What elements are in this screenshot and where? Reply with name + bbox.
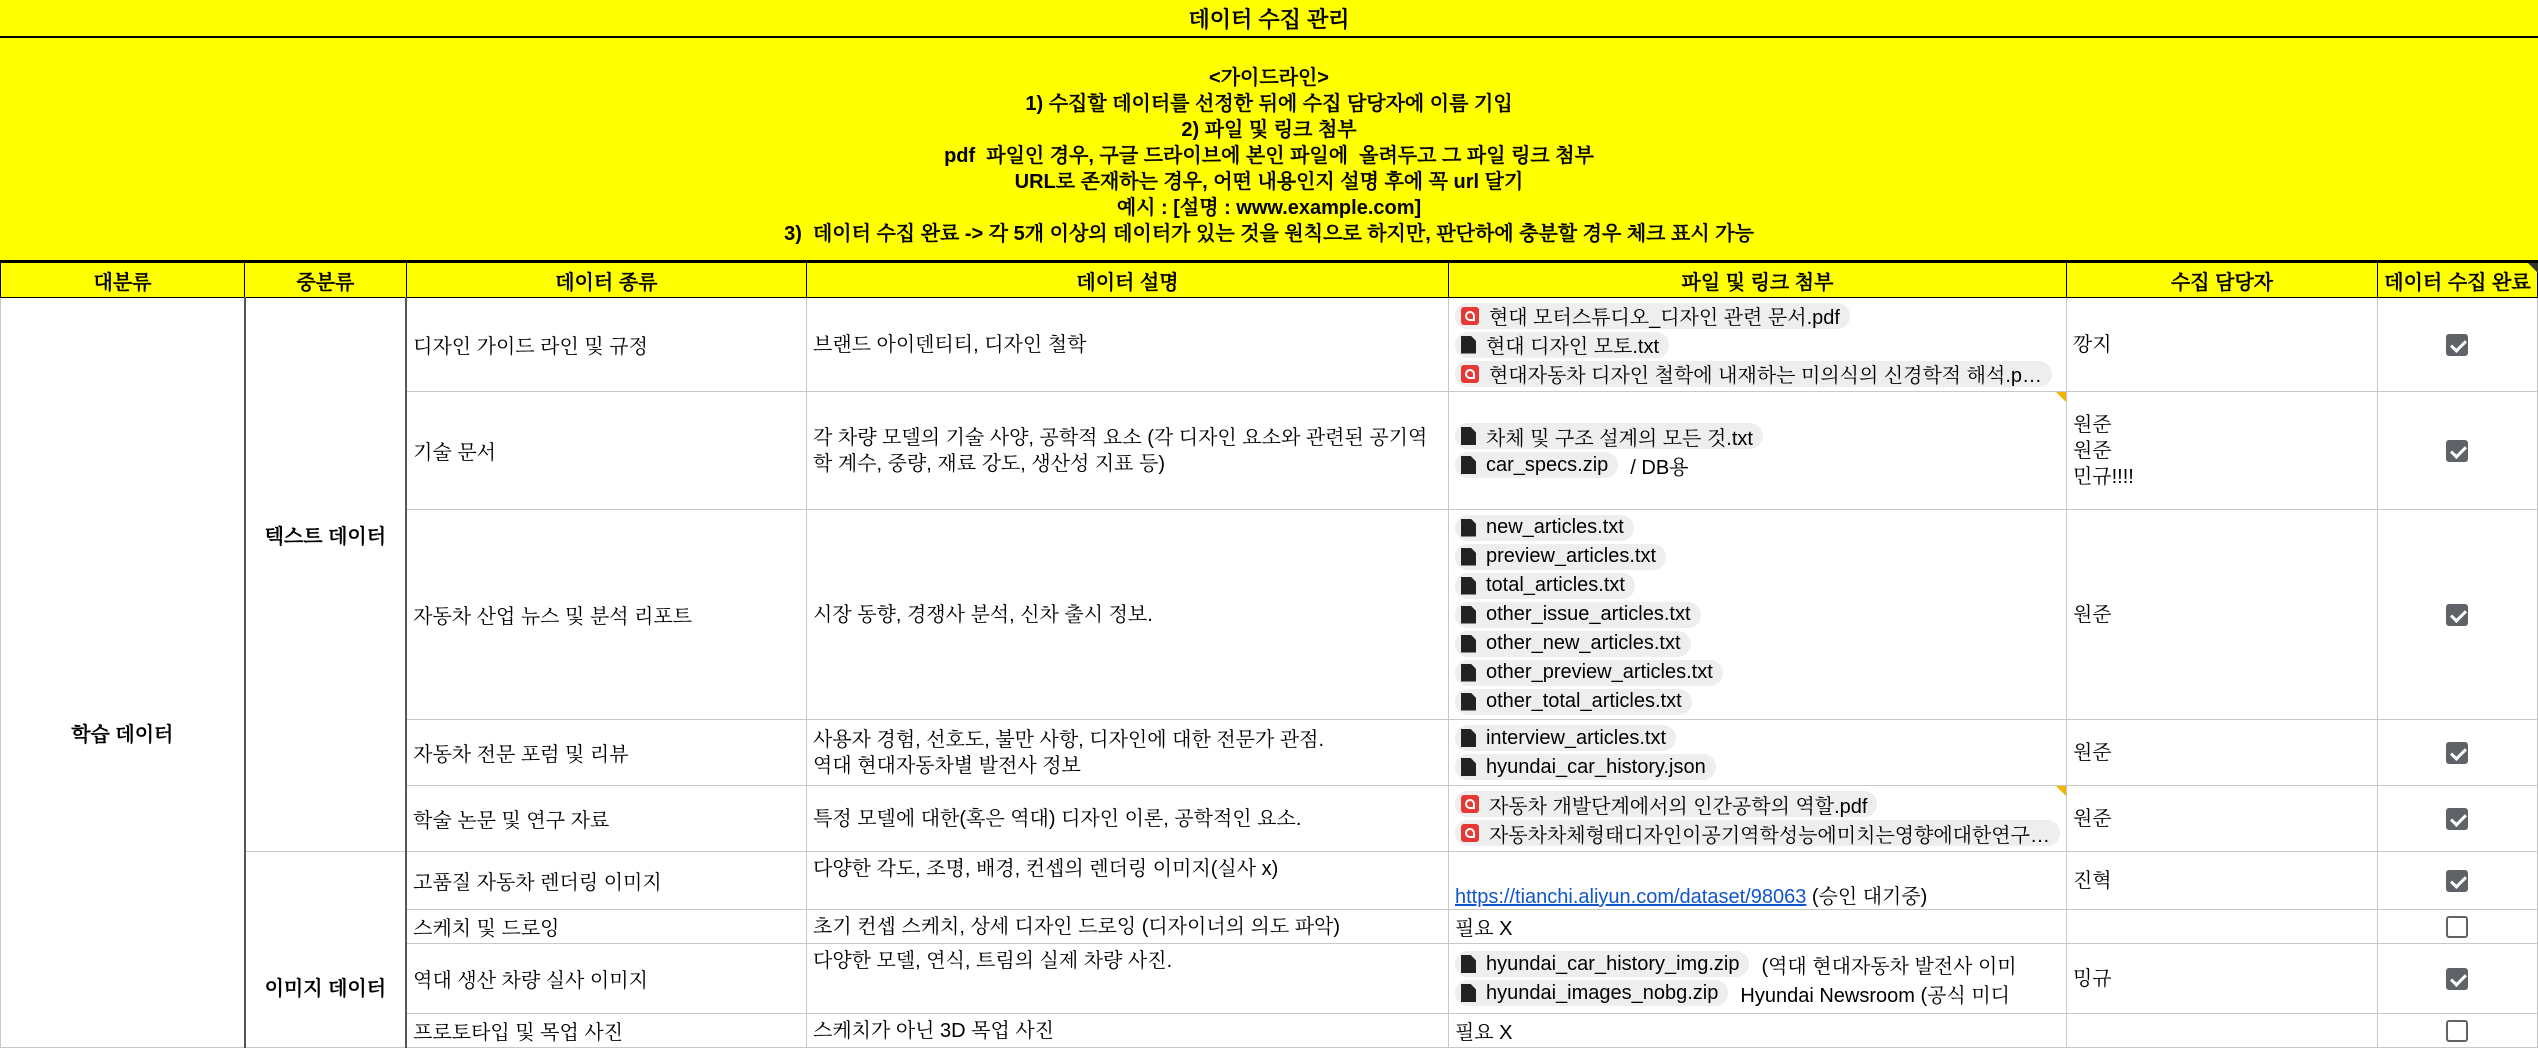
data-table (0, 262, 2538, 1048)
checkbox-unchecked[interactable] (2446, 916, 2468, 938)
document-file-icon (1461, 758, 1476, 776)
checkbox-checked[interactable] (2446, 334, 2468, 356)
checkbox-checked[interactable] (2446, 440, 2468, 462)
table-row (1, 852, 2538, 910)
subcategory-cell[interactable]: 이미지 데이터 (245, 852, 407, 1048)
attachments-cell[interactable] (1448, 298, 2066, 392)
file-chip[interactable] (1455, 452, 1618, 478)
guideline-line: <가이드라인> (1209, 67, 1329, 89)
file-line (1455, 513, 2060, 542)
pdf-file-icon (1461, 307, 1479, 325)
dataset-link[interactable]: https://tianchi.aliyun.com/dataset/98063 (1454, 886, 1807, 908)
done-cell[interactable] (2377, 852, 2537, 910)
done-cell[interactable] (2377, 298, 2537, 392)
file-chip[interactable] (1455, 303, 1850, 329)
file-chip[interactable] (1455, 361, 2052, 387)
file-chip[interactable] (1455, 631, 1691, 657)
pdf-file-icon (1461, 824, 1479, 842)
file-chip[interactable] (1455, 951, 1749, 977)
document-file-icon (1461, 984, 1476, 1002)
attachments-cell[interactable] (1448, 852, 2066, 910)
checkbox-unchecked[interactable] (2446, 1020, 2468, 1042)
done-cell[interactable] (2377, 786, 2537, 852)
file-line (1455, 819, 2060, 848)
attachments-cell[interactable] (1448, 786, 2066, 852)
file-name: other_preview_articles.txt (1485, 661, 1713, 683)
file-name: 현대 모터스튜디오_디자인 관련 문서.pdf (1488, 307, 1840, 329)
header-owner[interactable]: 수집 담당자 (2066, 263, 2377, 298)
document-file-icon (1461, 955, 1476, 973)
file-line (1455, 542, 2060, 571)
file-name: 자동차차체형태디자인이공기역학성능에미치는영향에대한연구… (1488, 824, 2050, 847)
description-cell[interactable]: 각 차량 모델의 기술 사양, 공학적 요소 (각 디자인 요소와 관련된 공기역학 계수, 중량, 재료 강도, 생산성 지표 등) (807, 392, 1449, 510)
description-cell[interactable]: 다양한 각도, 조명, 배경, 컨셉의 렌더링 이미지(실사 x) (807, 852, 1449, 910)
owner-cell[interactable] (2066, 1014, 2377, 1048)
pdf-file-icon (1461, 365, 1479, 383)
comment-marker[interactable] (2056, 786, 2066, 796)
checkbox-checked[interactable] (2446, 968, 2468, 990)
owner-cell[interactable]: 밍규 (2066, 944, 2377, 1014)
file-chip[interactable] (1455, 791, 1877, 817)
guideline-line: 1) 수집할 데이터를 선정한 뒤에 수집 담당자에 이름 기입 (1025, 93, 1513, 115)
description-cell[interactable]: 초기 컨셉 스케치, 상세 디자인 드로잉 (디자이너의 의도 파악) (807, 910, 1449, 944)
description-cell[interactable]: 다양한 모델, 연식, 트림의 실제 차량 사진. (807, 944, 1449, 1014)
document-file-icon (1461, 456, 1476, 474)
guideline-line: 예시 : [설명 : www.example.com] (1116, 197, 1422, 219)
data-kind-cell[interactable]: 기술 문서 (406, 392, 806, 510)
file-line (1455, 600, 2060, 629)
file-line (1455, 301, 2060, 330)
file-chip[interactable] (1455, 660, 1723, 686)
comment-marker[interactable] (2056, 392, 2066, 402)
attachments-cell[interactable] (1448, 944, 2066, 1014)
category-main-cell[interactable]: 학습 데이터 (1, 298, 245, 1048)
guideline-line: pdf 파일인 경우, 구글 드라이브에 본인 파일에 올려두고 그 파일 링크 첨부 (944, 145, 1594, 167)
description-cell[interactable]: 사용자 경험, 선호도, 불만 사항, 디자인에 대한 전문가 관점. 역대 현대자동차별 발전사 정보 (807, 720, 1449, 786)
file-chip[interactable] (1455, 602, 1701, 628)
description-cell[interactable]: 특정 모델에 대한(혹은 역대) 디자인 이론, 공학적인 요소. (807, 786, 1449, 852)
pdf-file-icon (1461, 795, 1479, 813)
file-name: hyundai_car_history_img.zip (1485, 952, 1740, 975)
subcategory-cell[interactable]: 텍스트 데이터 (245, 298, 407, 852)
data-kind-cell[interactable]: 자동차 전문 포럼 및 리뷰 (406, 720, 806, 786)
owner-cell[interactable]: 깡지 (2066, 298, 2377, 392)
document-file-icon (1461, 548, 1476, 566)
data-kind-cell[interactable]: 학술 논문 및 연구 자료 (406, 786, 806, 852)
owner-cell[interactable]: 원준 (2066, 720, 2377, 786)
owner-cell[interactable]: 진혁 (2066, 852, 2377, 910)
file-chip[interactable] (1455, 544, 1666, 570)
file-name: 자동차 개발단계에서의 인간공학의 역할.pdf (1488, 795, 1868, 818)
link-note: (승인 대기중) (1806, 886, 1928, 908)
file-line (1455, 451, 2060, 480)
document-file-icon (1461, 519, 1476, 537)
document-file-icon (1461, 664, 1476, 682)
file-name: car_specs.zip (1485, 453, 1609, 476)
attachments-cell[interactable] (1448, 720, 2066, 786)
header-row (1, 263, 2538, 298)
checkbox-checked[interactable] (2446, 808, 2468, 830)
file-line (1455, 790, 2060, 819)
checkbox-checked[interactable] (2446, 742, 2468, 764)
guideline-line: 2) 파일 및 링크 첨부 (1181, 119, 1357, 141)
data-kind-cell[interactable]: 역대 생산 차량 실사 이미지 (406, 944, 806, 1014)
file-line (1455, 753, 2060, 782)
header-done[interactable]: 데이터 수집 완료 (2377, 263, 2537, 298)
file-name: 현대자동차 디자인 철학에 내재하는 미의식의 신경학적 해석.p… (1488, 365, 2043, 387)
guideline-line: URL로 존재하는 경우, 어떤 내용인지 설명 후에 꼭 url 달기 (1014, 171, 1524, 193)
file-chip[interactable] (1455, 754, 1716, 780)
file-line (1455, 330, 2060, 359)
document-file-icon (1461, 635, 1476, 653)
done-cell[interactable] (2377, 720, 2537, 786)
document-file-icon (1461, 606, 1476, 624)
file-name: hyundai_car_history.json (1485, 755, 1706, 778)
file-name: other_total_articles.txt (1485, 690, 1682, 712)
file-line (1455, 979, 2060, 1008)
file-name: hyundai_images_nobg.zip (1485, 981, 1719, 1004)
file-note: / DB용 (1630, 456, 1689, 479)
attachments-cell[interactable] (1448, 392, 2066, 510)
header-data-kind[interactable]: 데이터 종류 (406, 263, 806, 298)
header-description[interactable]: 데이터 설명 (807, 263, 1449, 298)
file-chip[interactable] (1455, 515, 1634, 541)
attachments-cell[interactable] (1448, 510, 2066, 720)
file-chip[interactable] (1455, 332, 1669, 358)
file-name: 차체 및 구조 설계의 모든 것.txt (1485, 427, 1753, 450)
header-attachments-label: 파일 및 링크 첨부 (1681, 271, 1834, 294)
file-name: other_new_articles.txt (1485, 632, 1681, 654)
description-cell[interactable]: 시장 동향, 경쟁사 분석, 신차 출시 정보. (807, 510, 1449, 720)
document-file-icon (1461, 427, 1476, 445)
document-file-icon (1461, 336, 1476, 354)
document-file-icon (1461, 729, 1476, 747)
file-name: other_issue_articles.txt (1485, 603, 1691, 625)
file-name: interview_articles.txt (1485, 726, 1667, 749)
attachments-cell[interactable]: 필요 X (1448, 910, 2066, 944)
owner-cell[interactable]: 원준 (2066, 786, 2377, 852)
file-chip[interactable] (1455, 980, 1728, 1006)
done-cell[interactable] (2377, 510, 2537, 720)
file-line (1455, 571, 2060, 600)
checkbox-checked[interactable] (2446, 604, 2468, 626)
file-note: (역대 현대자동차 발전사 이미 (1761, 955, 2017, 978)
file-line (1455, 687, 2060, 716)
done-cell[interactable] (2377, 1014, 2537, 1048)
data-kind-cell[interactable]: 디자인 가이드 라인 및 규정 (406, 298, 806, 392)
data-kind-cell[interactable]: 자동차 산업 뉴스 및 분석 리포트 (406, 510, 806, 720)
header-subcategory[interactable]: 중분류 (245, 263, 407, 298)
file-chip[interactable] (1455, 689, 1692, 715)
done-cell[interactable] (2377, 910, 2537, 944)
checkbox-checked[interactable] (2446, 870, 2468, 892)
data-kind-cell[interactable]: 고품질 자동차 렌더링 이미지 (406, 852, 806, 910)
file-chip[interactable] (1455, 820, 2060, 846)
done-cell[interactable] (2377, 392, 2537, 510)
description-cell[interactable]: 스케치가 아닌 3D 목업 사진 (807, 1014, 1449, 1048)
file-line (1455, 359, 2060, 388)
file-line (1455, 629, 2060, 658)
file-line (1455, 950, 2060, 979)
owner-cell[interactable]: 원준 (2066, 510, 2377, 720)
document-file-icon (1461, 577, 1476, 595)
document-file-icon (1461, 693, 1476, 711)
file-line (1455, 422, 2060, 451)
file-name: new_articles.txt (1485, 516, 1624, 538)
owner-cell[interactable] (2066, 910, 2377, 944)
file-chip[interactable] (1455, 423, 1763, 449)
file-name: preview_articles.txt (1485, 545, 1657, 567)
sheet-title: 데이터 수집 관리 (0, 0, 2538, 38)
done-cell[interactable] (2377, 944, 2537, 1014)
header-attachments[interactable] (1448, 263, 2066, 298)
description-cell[interactable]: 브랜드 아이덴티티, 디자인 철학 (807, 298, 1449, 392)
file-name: total_articles.txt (1485, 574, 1625, 596)
guideline-box (0, 38, 2538, 262)
file-name: 현대 디자인 모토.txt (1485, 336, 1660, 358)
file-line (1455, 724, 2060, 753)
owner-cell[interactable]: 원준 원준 민규!!!! (2066, 392, 2377, 510)
data-kind-cell[interactable]: 스케치 및 드로잉 (406, 910, 806, 944)
data-kind-cell[interactable]: 프로토타입 및 목업 사진 (406, 1014, 806, 1048)
header-category[interactable]: 대분류 (1, 263, 245, 298)
file-chip[interactable] (1455, 573, 1635, 599)
table-row (1, 298, 2538, 392)
file-chip[interactable] (1455, 725, 1676, 751)
guideline-line: 3) 데이터 수집 완료 -> 각 5개 이상의 데이터가 있는 것을 원칙으로 하지만, 판단하에 충분할 경우 체크 표시 가능 (784, 223, 1754, 245)
file-line (1455, 658, 2060, 687)
file-note: Hyundai Newsroom (공식 미디 (1740, 984, 2010, 1007)
attachments-cell[interactable]: 필요 X (1448, 1014, 2066, 1048)
